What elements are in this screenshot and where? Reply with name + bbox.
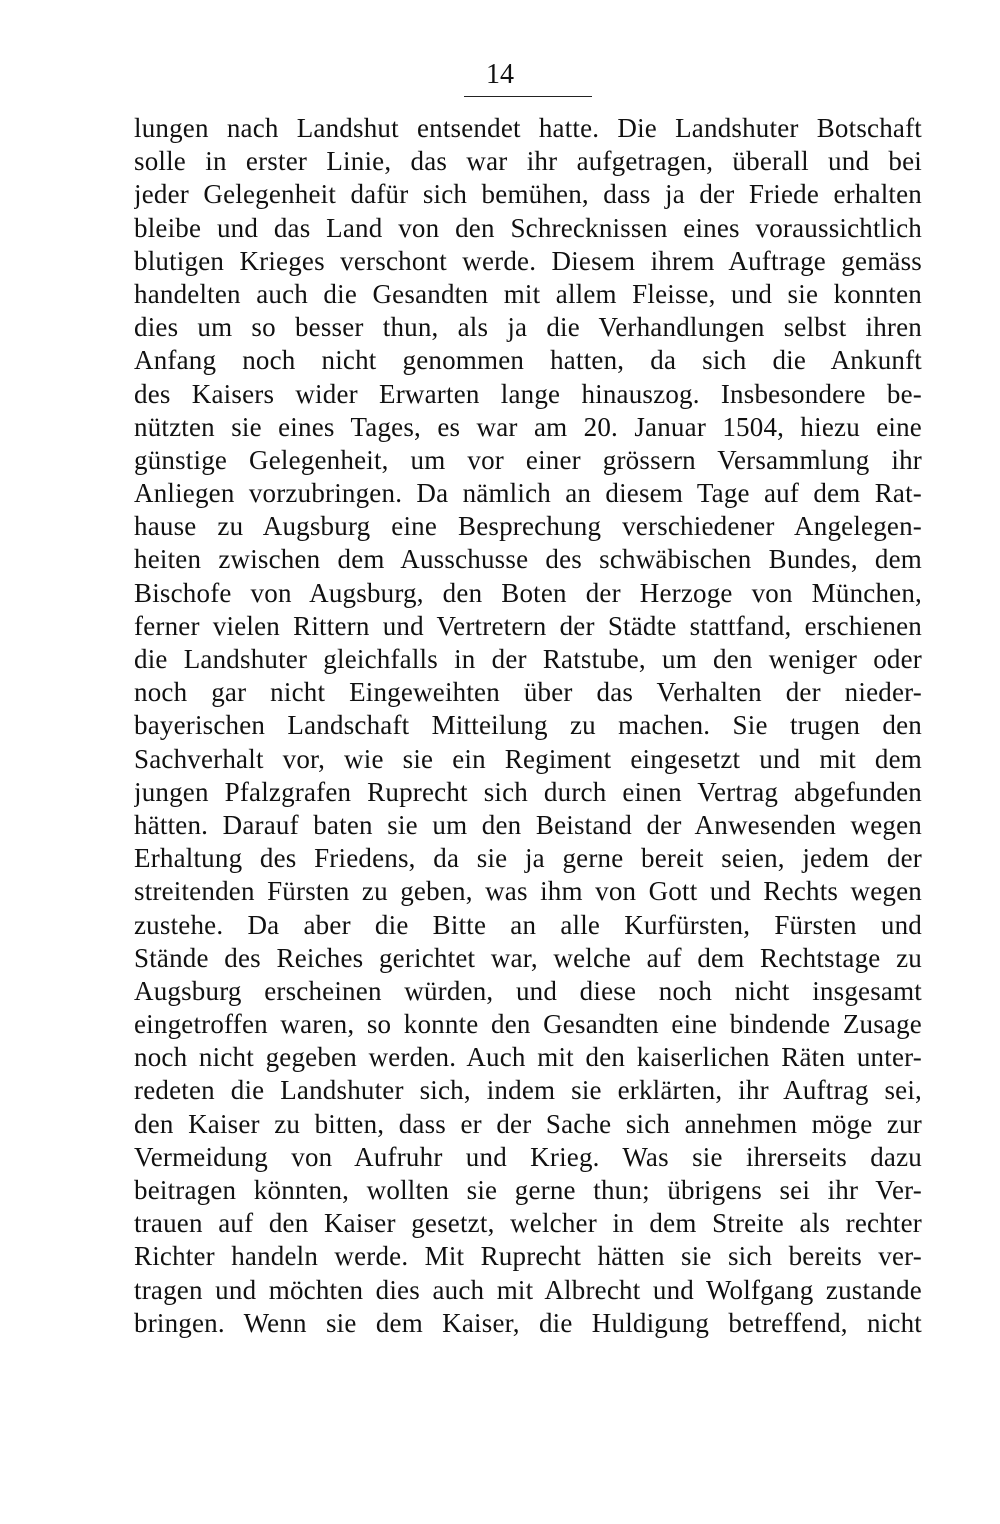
text-line: jeder Gelegenheit dafür sich bemühen, dass ja der Friede erhalten xyxy=(134,179,922,210)
text-line: handelten auch die Gesandten mit allem Fleisse, und sie konnten xyxy=(134,278,922,309)
text-line: noch gar nicht Eingeweihten über das Verhalten der nieder- xyxy=(134,677,922,708)
text-line: bringen. Wenn sie dem Kaiser, die Huldigung betreffend, nicht xyxy=(134,1307,922,1338)
text-line: günstige Gelegenheit, um vor einer grössern Versammlung ihr xyxy=(134,444,922,475)
text-line: jungen Pfalzgrafen Ruprecht sich durch einen Vertrag abgefunden xyxy=(134,776,922,807)
text-line: die Landshuter gleichfalls in der Ratstube, um den weniger oder xyxy=(134,644,922,674)
text-line: Augsburg erscheinen würden, und diese noch nicht insgesamt xyxy=(134,975,922,1006)
page-number: 14 xyxy=(486,59,514,90)
text-line: Anliegen vorzubringen. Da nämlich an diesem Tage auf dem Rat- xyxy=(134,478,922,509)
text-line: lungen nach Landshut entsendet hatte. Die Landshuter Botschaft xyxy=(134,113,922,143)
text-line: nützten sie eines Tages, es war am 20. Januar 1504, hiezu eine xyxy=(134,411,922,442)
text-line: trauen auf den Kaiser gesetzt, welcher in dem Streite als rechter xyxy=(134,1208,922,1239)
text-line: Bischofe von Augsburg, den Boten der Herzoge von München, xyxy=(134,577,922,608)
text-line: Vermeidung von Aufruhr und Krieg. Was sie ihrerseits dazu xyxy=(134,1141,922,1172)
header-rule xyxy=(464,96,592,97)
text-line: zustehe. Da aber die Bitte an alle Kurfürsten, Fürsten und xyxy=(134,909,922,940)
text-line: beitragen könnten, wollten sie gerne thun; übrigens sei ihr Ver- xyxy=(134,1175,922,1205)
text-line: hause zu Augsburg eine Besprechung verschiedener Angelegen- xyxy=(134,511,922,542)
text-line: noch nicht gegeben werden. Auch mit den kaiserlichen Räten unter- xyxy=(134,1042,922,1073)
text-line: bayerischen Landschaft Mitteilung zu machen. Sie trugen den xyxy=(134,710,922,741)
text-line: den Kaiser zu bitten, dass er der Sache sich annehmen möge zur xyxy=(134,1108,922,1139)
text-line: heiten zwischen dem Ausschusse des schwäbischen Bundes, dem xyxy=(134,544,922,575)
text-line: dies um so besser thun, als ja die Verhandlungen selbst ihren xyxy=(134,312,922,343)
text-line: Stände des Reiches gerichtet war, welche auf dem Rechtstage zu xyxy=(134,942,922,973)
text-line: eingetroffen waren, so konnte den Gesandten eine bindende Zusage xyxy=(134,1009,922,1040)
text-line: Sachverhalt vor, wie sie ein Regiment eingesetzt und mit dem xyxy=(134,743,922,774)
text-line: solle in erster Linie, das war ihr aufgetragen, überall und bei xyxy=(134,146,922,177)
text-line: hätten. Darauf baten sie um den Beistand der Anwesenden wegen xyxy=(134,809,922,840)
text-line: blutigen Krieges verschont werde. Diesem ihrem Auftrage gemäss xyxy=(134,245,922,276)
text-line: tragen und möchten dies auch mit Albrecht und Wolfgang zustande xyxy=(134,1274,922,1305)
text-line: bleibe und das Land von den Schrecknissen eines voraussichtlich xyxy=(134,212,922,243)
body-text xyxy=(134,112,922,1340)
text-line: Anfang noch nicht genommen hatten, da sich die Ankunft xyxy=(134,345,922,376)
text-line: Richter handeln werde. Mit Ruprecht hätten sie sich bereits ver- xyxy=(134,1241,922,1272)
text-line: streitenden Fürsten zu geben, was ihm von Gott und Rechts wegen xyxy=(134,876,922,907)
text-line: Erhaltung des Friedens, da sie ja gerne bereit seien, jedem der xyxy=(134,843,922,874)
text-line: redeten die Landshuter sich, indem sie erklärten, ihr Auftrag sei, xyxy=(134,1075,922,1106)
text-line: des Kaisers wider Erwarten lange hinauszog. Insbesondere be- xyxy=(134,378,922,409)
text-line: ferner vielen Rittern und Vertretern der Städte stattfand, erschienen xyxy=(134,610,922,641)
